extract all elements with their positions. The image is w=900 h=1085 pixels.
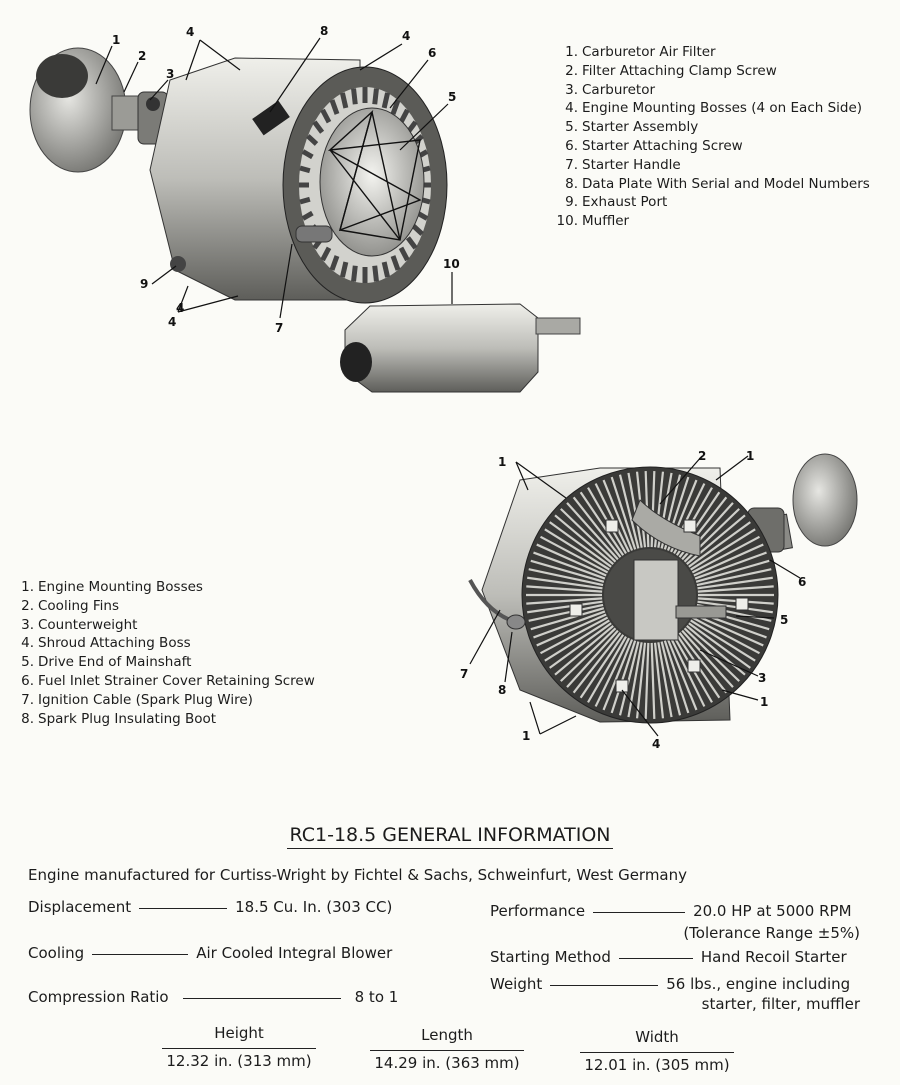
fig1-callout: 3	[166, 67, 175, 81]
fig1-callout: 4	[402, 29, 411, 43]
spec-cooling: Cooling Air Cooled Integral Blower	[28, 944, 393, 962]
fig2-callout: 1	[746, 449, 755, 463]
legend-item: 9. Exhaust Port	[565, 194, 668, 211]
fig2-callout: 1	[760, 695, 769, 709]
fin-line	[354, 88, 356, 104]
figure1-legend	[556, 43, 870, 231]
legend-item: 4. Shroud Attaching Boss	[21, 635, 191, 652]
fin-line	[384, 262, 387, 277]
fig2-callout: 6	[798, 575, 807, 589]
fig2-callout: 3	[758, 671, 767, 685]
spec-compression: Compression Ratio 8 to 1	[28, 988, 399, 1006]
starter-handle	[296, 226, 332, 242]
fig2-callout: 2	[698, 449, 707, 463]
legend-item: 6. Starter Attaching Screw	[565, 137, 743, 154]
legend-item: 4. Engine Mounting Bosses (4 on Each Side)	[565, 100, 863, 117]
fin-line	[342, 93, 345, 108]
legend-item: 7. Starter Handle	[565, 156, 681, 173]
legend-item: 2. Cooling Fins	[21, 597, 119, 614]
fig2-callout: 1	[498, 455, 507, 469]
general-info-title: RC1-18.5 GENERAL INFORMATION	[0, 824, 900, 846]
muffler-drawing	[340, 304, 580, 392]
fig1-callout: 4	[186, 25, 195, 39]
legend-item: 2. Filter Attaching Clamp Screw	[565, 62, 777, 79]
fig1-callout: 7	[275, 321, 284, 335]
legend-item: 3. Counterweight	[21, 616, 138, 633]
dimension-height: Height 12.32 in. (313 mm)	[162, 1024, 316, 1070]
legend-item: 5. Drive End of Mainshaft	[21, 654, 192, 671]
fin-line	[342, 262, 345, 277]
fig1-callout: 4	[168, 315, 177, 329]
fig2-callout: 1	[522, 729, 531, 743]
spec-performance-note: (Tolerance Range ±5%)	[683, 924, 860, 942]
fig1-callout: 2	[138, 49, 147, 63]
fig1-callout: 8	[320, 24, 329, 38]
figure2-legend	[12, 578, 315, 728]
fig2-callout: 7	[460, 667, 469, 681]
fin-line	[375, 266, 377, 282]
fin-line	[300, 199, 310, 202]
spec-performance: Performance 20.0 HP at 5000 RPM	[490, 902, 852, 920]
dimension-length: Length 14.29 in. (363 mm)	[370, 1026, 524, 1072]
legend-item: 7. Ignition Cable (Spark Plug Wire)	[21, 691, 253, 708]
spec-starting: Starting Method Hand Recoil Starter	[490, 948, 847, 966]
fig1-callout: 5	[448, 90, 457, 104]
fig1-callout: 1	[112, 33, 121, 47]
legend-item: 1. Carburetor Air Filter	[565, 44, 716, 60]
starter-shroud-drawing	[283, 67, 447, 303]
manufacturer-note: Engine manufactured for Curtiss-Wright by Fichtel & Sachs, Schweinfurt, West Germany	[28, 866, 688, 884]
fin-line	[354, 266, 356, 282]
air-filter-drawing	[30, 48, 150, 172]
legend-item: 5. Starter Assembly	[565, 119, 699, 136]
spec-displacement: Displacement 18.5 Cu. In. (303 CC)	[28, 898, 393, 916]
legend-item: 8. Data Plate With Serial and Model Numbers	[565, 175, 870, 192]
spec-weight-note: starter, filter, muffler	[701, 995, 860, 1013]
fig2-callout: 4	[652, 737, 661, 751]
fin-line	[384, 93, 387, 108]
dimension-width: Width 12.01 in. (305 mm)	[580, 1028, 734, 1074]
fig1-callout: 9	[140, 277, 149, 291]
fig1-callout: 6	[428, 46, 437, 60]
spec-weight: Weight 56 lbs., engine including	[490, 975, 851, 993]
legend-item: 10. Muffler	[556, 213, 630, 230]
fin-line	[300, 168, 310, 171]
fig2-callout: 8	[498, 683, 507, 697]
legend-item: 6. Fuel Inlet Strainer Cover Retaining Screw	[21, 672, 315, 689]
fin-line	[375, 88, 377, 104]
legend-item: 1. Engine Mounting Bosses	[21, 579, 203, 595]
fig2-callout: 5	[780, 613, 789, 627]
fig1-callout: 4	[176, 301, 185, 315]
legend-item: 8. Spark Plug Insulating Boot	[21, 710, 217, 727]
legend-item: 3. Carburetor	[565, 81, 656, 98]
fig1-callout: 10	[443, 257, 460, 271]
